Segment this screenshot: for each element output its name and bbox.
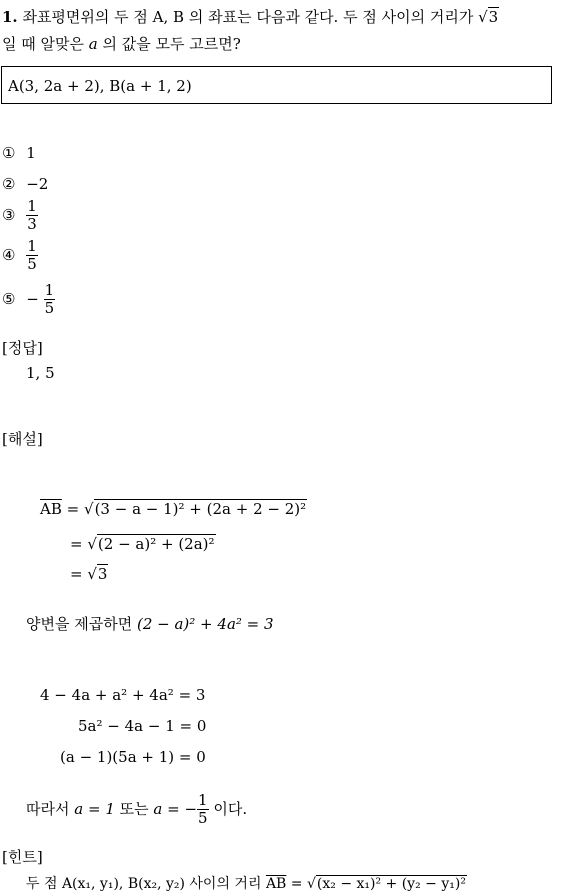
- conclusion-text: 따라서: [26, 799, 70, 818]
- answer-label: [정답]: [2, 339, 43, 357]
- choice-5[interactable]: [2, 282, 55, 318]
- fraction-numerator: 1: [198, 791, 208, 809]
- equals-sign: =: [70, 565, 83, 583]
- fraction-numerator: 1: [27, 197, 37, 215]
- choice-marker: ②: [2, 175, 16, 193]
- conclusion-value-1: a = 1: [74, 799, 115, 818]
- fraction-denominator: 5: [27, 255, 37, 274]
- sentence-text: 양변을 제곱하면: [26, 615, 133, 633]
- variable-a: a: [88, 35, 98, 53]
- answer-value: 1, 5: [26, 364, 55, 382]
- choice-fraction: [44, 282, 56, 318]
- conclusion-text: 이다.: [213, 799, 248, 818]
- hint-text: 두 점 A(x₁, y₁), B(x₂, y₂) 사이의 거리: [26, 876, 262, 892]
- fraction-denominator: 5: [198, 809, 208, 828]
- equals-sign: =: [66, 500, 80, 518]
- sqrt-radicand: (3 − a − 1)² + (2a + 2 − 2)²: [94, 500, 307, 518]
- equals-sign: =: [70, 535, 83, 553]
- question-number: 1.: [2, 8, 18, 26]
- choice-marker: ④: [2, 245, 16, 264]
- solution-line-3: [70, 565, 108, 583]
- sqrt-radicand: (2 − a)² + (2a)²: [97, 535, 215, 553]
- question-line-2: [2, 33, 241, 54]
- sqrt-expression: √(3 − a − 1)² + (2a + 2 − 2)²: [84, 500, 307, 518]
- sqrt-radicand: (x₂ − x₁)² + (y₂ − y₁)²: [316, 876, 466, 892]
- choice-text: −2: [26, 175, 49, 193]
- given-points-text: A(3, 2a + 2), B(a + 1, 2): [8, 77, 192, 95]
- conclusion-value-2: a = −: [153, 799, 198, 818]
- question-text-pre: 일 때 알맞은: [2, 35, 84, 53]
- given-points-box: [1, 66, 552, 104]
- sqrt-expression: √(x₂ − x₁)² + (y₂ − y₁)²: [306, 876, 466, 892]
- choice-marker: ①: [2, 144, 16, 162]
- sqrt-radicand: 3: [488, 8, 499, 26]
- sqrt-expression: √(2 − a)² + (2a)²: [87, 535, 215, 553]
- solution-sentence: [26, 613, 274, 634]
- sqrt-expression: √3: [478, 8, 499, 26]
- fraction-numerator: 1: [44, 281, 55, 299]
- solution-equation-3: (a − 1)(5a + 1) = 0: [60, 748, 206, 766]
- equals-sign: =: [290, 876, 303, 892]
- question-text-post: 의 값을 모두 고르면?: [102, 35, 241, 53]
- choice-4[interactable]: [2, 238, 38, 274]
- choice-3[interactable]: [2, 198, 38, 234]
- hint-line: [26, 873, 467, 893]
- sentence-equation: (2 − a)² + 4a² = 3: [136, 615, 274, 633]
- choice-sign: −: [26, 289, 39, 308]
- fraction-numerator: 1: [27, 237, 37, 255]
- question-line-1: [2, 6, 499, 27]
- hint-label: [힌트]: [2, 848, 43, 866]
- choice-fraction: [26, 238, 38, 274]
- choice-2[interactable]: [2, 175, 48, 193]
- conclusion-fraction: [197, 792, 209, 828]
- choice-1[interactable]: [2, 144, 36, 162]
- solution-conclusion: [26, 792, 247, 828]
- solution-equation-1: 4 − 4a + a² + 4a² = 3: [40, 686, 206, 704]
- fraction-denominator: 3: [27, 215, 37, 234]
- choice-text: 1: [26, 144, 36, 162]
- solution-equation-2: 5a² − 4a − 1 = 0: [78, 717, 207, 735]
- segment-ab: $\overline{AB}$: [40, 500, 62, 518]
- question-text: 좌표평면위의 두 점 A, B 의 좌표는 다음과 같다. 두 점 사이의 거리가: [22, 8, 474, 26]
- fraction-denominator: 5: [44, 299, 55, 318]
- choice-fraction: [26, 198, 38, 234]
- choice-marker: ③: [2, 205, 16, 224]
- choice-marker: ⑤: [2, 289, 16, 308]
- solution-line-1: [40, 500, 307, 518]
- conclusion-text: 또는: [119, 799, 149, 818]
- sqrt-radicand: 3: [97, 565, 108, 583]
- sqrt-expression: √3: [87, 565, 108, 583]
- solution-label: [해설]: [2, 430, 43, 448]
- solution-line-2: [70, 535, 216, 553]
- segment-ab: $\overline{AB}$: [265, 876, 287, 892]
